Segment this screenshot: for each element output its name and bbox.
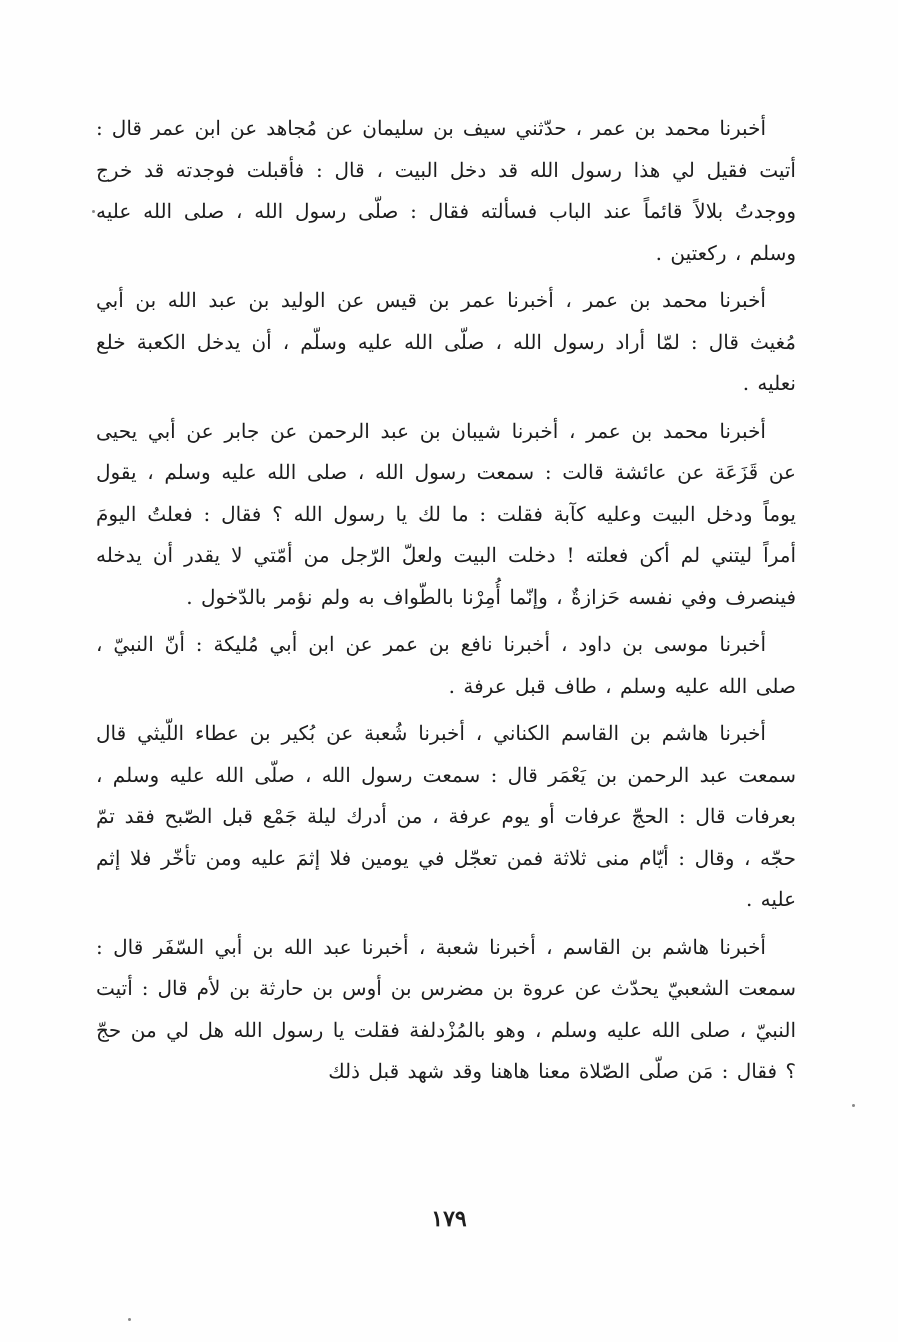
page-number: ١٧٩	[431, 1206, 467, 1232]
scan-speck	[128, 1318, 131, 1321]
paragraph-2: أخبرنا محمد بن عمر ، أخبرنا عمر بن قيس عن الوليد بن عبد الله بن أبي مُغيث قال : لمّا أراد رسول الله ، صلّى الله عليه وسلّم ، أن يدخل الكعبة خلع نعليه .	[96, 288, 796, 395]
scan-speck	[852, 1104, 855, 1107]
paragraph-5: أخبرنا هاشم بن القاسم الكناني ، أخبرنا شُعبة عن بُكير بن عطاء اللّيثي قال سمعت عبد الرحمن بن يَعْمَر قال : سمعت رسول الله ، صلّى الله عليه وسلم ، بعرفات قال : الحجّ عرفات أو يوم عرفة ، من أدرك ليلة جَمْع قبل الصّبح فقد تمّ حجّه ، وقال : أيّام منى ثلاثة فمن تعجّل في يومين فلا إثمَ عليه ومن تأخّر فلا إثم عليه .	[96, 721, 796, 911]
paragraph-6: أخبرنا هاشم بن القاسم ، أخبرنا شعبة ، أخبرنا عبد الله بن أبي السّفَر قال : سمعت الشعبيّ يحدّث عن عروة بن مضرس بن أوس بن حارثة بن لأم قال : أتيت النبيّ ، صلى الله عليه وسلم ، وهو بالمُزْدلفة فقلت يا رسول الله هل لي من حجّ ؟ فقال : مَن صلّى الصّلاة معنا هاهنا وقد شهد قبل ذلك	[96, 934, 796, 1083]
paragraph-1: أخبرنا محمد بن عمر ، حدّثني سيف بن سليمان عن مُجاهد عن ابن عمر قال : أتيت فقيل لي هذا رسول الله قد دخل البيت ، قال : فأقبلت فوجدته قد خرج ووجدتُ بلالاً قائماً عند الباب فسألته فقال : صلّى رسول الله ، صلى الله عليه وسلم ، ركعتين .	[96, 116, 796, 265]
paragraph-3: أخبرنا محمد بن عمر ، أخبرنا شيبان بن عبد الرحمن عن جابر عن أبي يحيى عن قَزَعَة عن عائشة قالت : سمعت رسول الله ، صلى الله عليه وسلم ، يقول يوماً ودخل البيت وعليه كآبة فقلت : ما لك يا رسول الله ؟ فقال : فعلتُ اليومَ أمراً ليتني لم أكن فعلته ! دخلت البيت ولعلّ الرّجل من أمّتي لا يقدر أن يدخله فينصرف وفي نفسه حَزازةٌ ، وإنّما أُمِرْنا بالطّواف به ولم نؤمر بالدّخول .	[96, 418, 796, 609]
main-text	[96, 108, 796, 1099]
scan-speck	[92, 210, 95, 213]
paragraph-4: أخبرنا موسى بن داود ، أخبرنا نافع بن عمر عن ابن أبي مُليكة : أنّ النبيّ ، صلى الله عليه وسلم ، طاف قبل عرفة .	[96, 632, 796, 698]
